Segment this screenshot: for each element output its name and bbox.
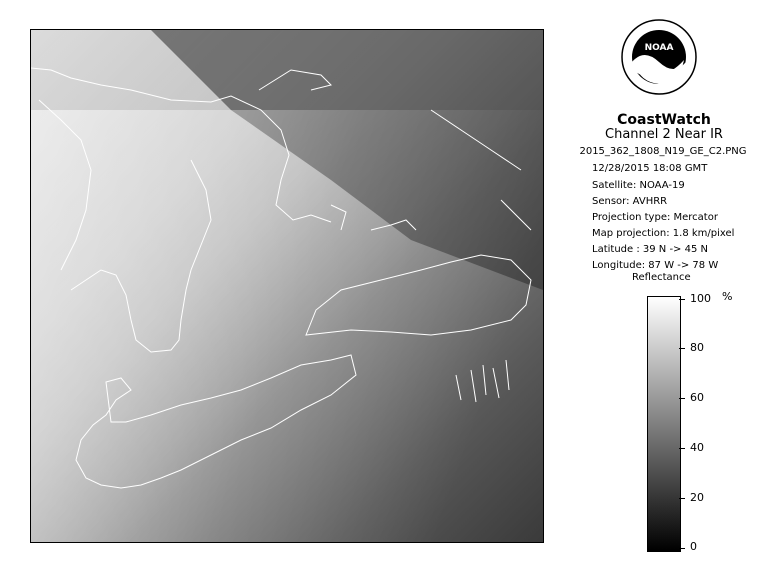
noaa-logo-text: NOAA xyxy=(644,43,674,53)
info-latitude: Latitude : 39 N -> 45 N xyxy=(592,244,708,255)
map-coastlines xyxy=(31,30,543,542)
colorbar-tick xyxy=(679,299,685,300)
cloud-band xyxy=(31,110,543,542)
colorbar-tick xyxy=(679,498,685,499)
colorbar-tick xyxy=(679,548,685,549)
colorbar-tick-label: 60 xyxy=(690,391,704,404)
colorbar-tick xyxy=(679,398,685,399)
satellite-map xyxy=(30,29,544,543)
colorbar-tick xyxy=(679,348,685,349)
reflectance-colorbar xyxy=(647,296,681,552)
info-sensor: Sensor: AVHRR xyxy=(592,196,668,207)
colorbar-tick-label: 20 xyxy=(690,491,704,504)
noaa-logo-icon xyxy=(620,18,698,96)
info-projection-type: Projection type: Mercator xyxy=(592,212,718,223)
info-satellite: Satellite: NOAA-19 xyxy=(592,180,685,191)
colorbar-tick-label: 100 xyxy=(690,292,711,305)
colorbar-tick-label: 40 xyxy=(690,441,704,454)
info-longitude: Longitude: 87 W -> 78 W xyxy=(592,260,719,271)
channel-subtitle: Channel 2 Near IR xyxy=(605,127,723,142)
product-title: CoastWatch xyxy=(617,112,711,128)
colorbar-tick-label: 0 xyxy=(690,540,697,553)
legend-title: Reflectance xyxy=(632,272,691,283)
legend-unit: % xyxy=(722,290,733,303)
image-filename: 2015_362_1808_N19_GE_C2.PNG xyxy=(579,146,747,157)
info-map-projection: Map projection: 1.8 km/pixel xyxy=(592,228,735,239)
colorbar-tick xyxy=(679,448,685,449)
colorbar-tick-label: 80 xyxy=(690,341,704,354)
info-datetime: 12/28/2015 18:08 GMT xyxy=(592,163,708,174)
